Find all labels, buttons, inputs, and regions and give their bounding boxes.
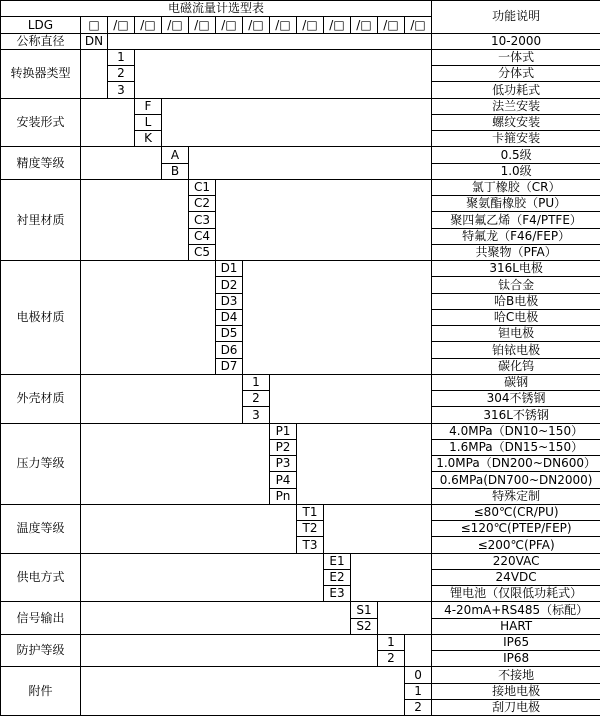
desc-cell: 4.0MPa（DN10~150） — [432, 423, 600, 439]
code-cell: F — [135, 98, 162, 114]
table-row — [1, 553, 600, 569]
category-cell: 温度等级 — [1, 504, 81, 553]
code-cell: 3 — [243, 407, 270, 423]
desc-cell: 24VDC — [432, 569, 600, 585]
model-slot-cell: /□ — [378, 17, 405, 33]
desc-cell: 4-20mA+RS485（标配） — [432, 602, 600, 618]
category-cell: 防护等级 — [1, 634, 81, 667]
spacer-cell — [297, 423, 432, 504]
code-cell: C4 — [189, 228, 216, 244]
code-cell: E1 — [324, 553, 351, 569]
table-row — [1, 179, 600, 195]
spacer-cell — [162, 98, 432, 147]
code-cell: Pn — [270, 488, 297, 504]
code-cell: S2 — [351, 618, 378, 634]
spacer-cell — [81, 602, 351, 635]
desc-cell: 1.6MPa（DN15~150） — [432, 439, 600, 455]
code-cell: T2 — [297, 521, 324, 537]
desc-cell: ≤120℃(PTEP/FEP) — [432, 521, 600, 537]
desc-cell: 钛合金 — [432, 277, 600, 293]
code-cell: P2 — [270, 439, 297, 455]
code-cell: D3 — [216, 293, 243, 309]
desc-cell: 碳钢 — [432, 374, 600, 390]
spacer-cell — [81, 553, 324, 602]
desc-cell: 10-2000 — [432, 33, 600, 49]
model-slot-cell: /□ — [162, 17, 189, 33]
desc-cell: 聚氨酯橡胶（PU） — [432, 196, 600, 212]
category-cell: 精度等级 — [1, 147, 81, 180]
code-cell: C5 — [189, 244, 216, 260]
code-cell: P4 — [270, 472, 297, 488]
spacer-cell — [351, 553, 432, 602]
spacer-cell — [216, 179, 432, 260]
code-cell: 0 — [405, 667, 432, 683]
table-row — [1, 33, 600, 49]
desc-cell: 特殊定制 — [432, 488, 600, 504]
desc-cell: 0.5级 — [432, 147, 600, 163]
desc-cell: 碳化钨 — [432, 358, 600, 374]
function-header: 功能说明 — [432, 1, 600, 34]
code-cell: 2 — [108, 66, 135, 82]
code-cell: C3 — [189, 212, 216, 228]
desc-cell: IP65 — [432, 634, 600, 650]
model-slot-cell: /□ — [216, 17, 243, 33]
code-cell: D4 — [216, 309, 243, 325]
spacer-cell — [81, 374, 243, 423]
desc-cell: 哈C电极 — [432, 309, 600, 325]
code-cell: P3 — [270, 456, 297, 472]
model-slot-cell: /□ — [270, 17, 297, 33]
desc-cell: 特氟龙（F46/FEP） — [432, 228, 600, 244]
model-slot-cell: /□ — [243, 17, 270, 33]
code-cell: B — [162, 163, 189, 179]
desc-cell: HART — [432, 618, 600, 634]
code-cell: D7 — [216, 358, 243, 374]
spacer-cell — [81, 261, 216, 375]
desc-cell: 304不锈钢 — [432, 391, 600, 407]
spacer-cell — [378, 602, 432, 635]
desc-cell: IP68 — [432, 651, 600, 667]
code-cell: A — [162, 147, 189, 163]
category-cell: 转换器类型 — [1, 49, 81, 98]
table-row — [1, 147, 600, 163]
desc-cell: 螺纹安装 — [432, 114, 600, 130]
code-cell: 2 — [405, 699, 432, 715]
spacer-cell — [81, 147, 162, 180]
model-slot-cell: /□ — [135, 17, 162, 33]
code-cell: P1 — [270, 423, 297, 439]
code-cell: K — [135, 131, 162, 147]
spacer-cell — [81, 504, 297, 553]
desc-cell: 分体式 — [432, 66, 600, 82]
table-row — [1, 602, 600, 618]
code-cell: E2 — [324, 569, 351, 585]
code-cell: 1 — [108, 49, 135, 65]
code-cell: 2 — [243, 391, 270, 407]
model-first-slot-cell: □ — [81, 17, 108, 33]
model-prefix: LDG — [1, 17, 81, 33]
code-cell: D2 — [216, 277, 243, 293]
spacer-cell — [81, 667, 405, 716]
desc-cell: 氯丁橡胶（CR） — [432, 179, 600, 195]
desc-cell: 法兰安装 — [432, 98, 600, 114]
category-cell: 供电方式 — [1, 553, 81, 602]
model-slot-cell: /□ — [324, 17, 351, 33]
model-slot-cell: /□ — [297, 17, 324, 33]
desc-cell: 共聚物（PFA） — [432, 244, 600, 260]
desc-cell: 低功耗式 — [432, 82, 600, 98]
table-title: 电磁流量计选型表 — [1, 1, 432, 17]
desc-cell: 铂铱电极 — [432, 342, 600, 358]
category-cell: 公称直径 — [1, 33, 81, 49]
code-cell: D5 — [216, 326, 243, 342]
desc-cell: 1.0MPa（DN200~DN600） — [432, 456, 600, 472]
desc-cell: 不接地 — [432, 667, 600, 683]
spacer-cell — [81, 49, 108, 98]
code-cell: 1 — [405, 683, 432, 699]
code-cell: T3 — [297, 537, 324, 553]
code-cell: S1 — [351, 602, 378, 618]
category-cell: 信号输出 — [1, 602, 81, 635]
code-cell: 1 — [378, 634, 405, 650]
spacer-cell — [270, 374, 432, 423]
desc-cell: 聚四氟乙烯（F4/PTFE） — [432, 212, 600, 228]
spacer-cell — [405, 634, 432, 667]
category-cell: 压力等级 — [1, 423, 81, 504]
desc-cell: 0.6MPa(DN700~DN2000) — [432, 472, 600, 488]
category-cell: 安装形式 — [1, 98, 81, 147]
desc-cell: 220VAC — [432, 553, 600, 569]
category-cell: 外壳材质 — [1, 374, 81, 423]
spacer-cell — [108, 33, 432, 49]
desc-cell: 钽电极 — [432, 326, 600, 342]
category-cell: 附件 — [1, 667, 81, 716]
desc-cell: 316L不锈钢 — [432, 407, 600, 423]
spacer-cell — [243, 261, 432, 375]
code-cell: C2 — [189, 196, 216, 212]
table-row — [1, 261, 600, 277]
desc-cell: 卡箍安装 — [432, 131, 600, 147]
model-slot-cell: /□ — [108, 17, 135, 33]
code-cell: DN — [81, 33, 108, 49]
code-cell: 3 — [108, 82, 135, 98]
table-row — [1, 98, 600, 114]
spacer-cell — [135, 49, 432, 98]
code-cell: T1 — [297, 504, 324, 520]
desc-cell: ≤200℃(PFA) — [432, 537, 600, 553]
desc-cell: 接地电极 — [432, 683, 600, 699]
desc-cell: 一体式 — [432, 49, 600, 65]
code-cell: D6 — [216, 342, 243, 358]
spacer-cell — [81, 423, 270, 504]
desc-cell: 316L电极 — [432, 261, 600, 277]
table-row — [1, 1, 600, 17]
table-row — [1, 667, 600, 683]
category-cell: 衬里材质 — [1, 179, 81, 260]
code-cell: D1 — [216, 261, 243, 277]
spacer-cell — [324, 504, 432, 553]
model-slot-cell: /□ — [189, 17, 216, 33]
code-cell: E3 — [324, 586, 351, 602]
desc-cell: ≤80℃(CR/PU) — [432, 504, 600, 520]
table-row — [1, 634, 600, 650]
spacer-cell — [189, 147, 432, 180]
table-row — [1, 374, 600, 390]
desc-cell: 锂电池（仅限低功耗式） — [432, 586, 600, 602]
code-cell: 2 — [378, 651, 405, 667]
table-row — [1, 423, 600, 439]
code-cell: 1 — [243, 374, 270, 390]
table-row — [1, 49, 600, 65]
spacer-cell — [81, 179, 189, 260]
spacer-cell — [81, 98, 135, 147]
desc-cell: 1.0级 — [432, 163, 600, 179]
code-cell: L — [135, 114, 162, 130]
spacer-cell — [81, 634, 378, 667]
table-row — [1, 504, 600, 520]
desc-cell: 刮刀电极 — [432, 699, 600, 715]
category-cell: 电极材质 — [1, 261, 81, 375]
desc-cell: 哈B电极 — [432, 293, 600, 309]
model-slot-cell: /□ — [405, 17, 432, 33]
code-cell: C1 — [189, 179, 216, 195]
model-slot-cell: /□ — [351, 17, 378, 33]
